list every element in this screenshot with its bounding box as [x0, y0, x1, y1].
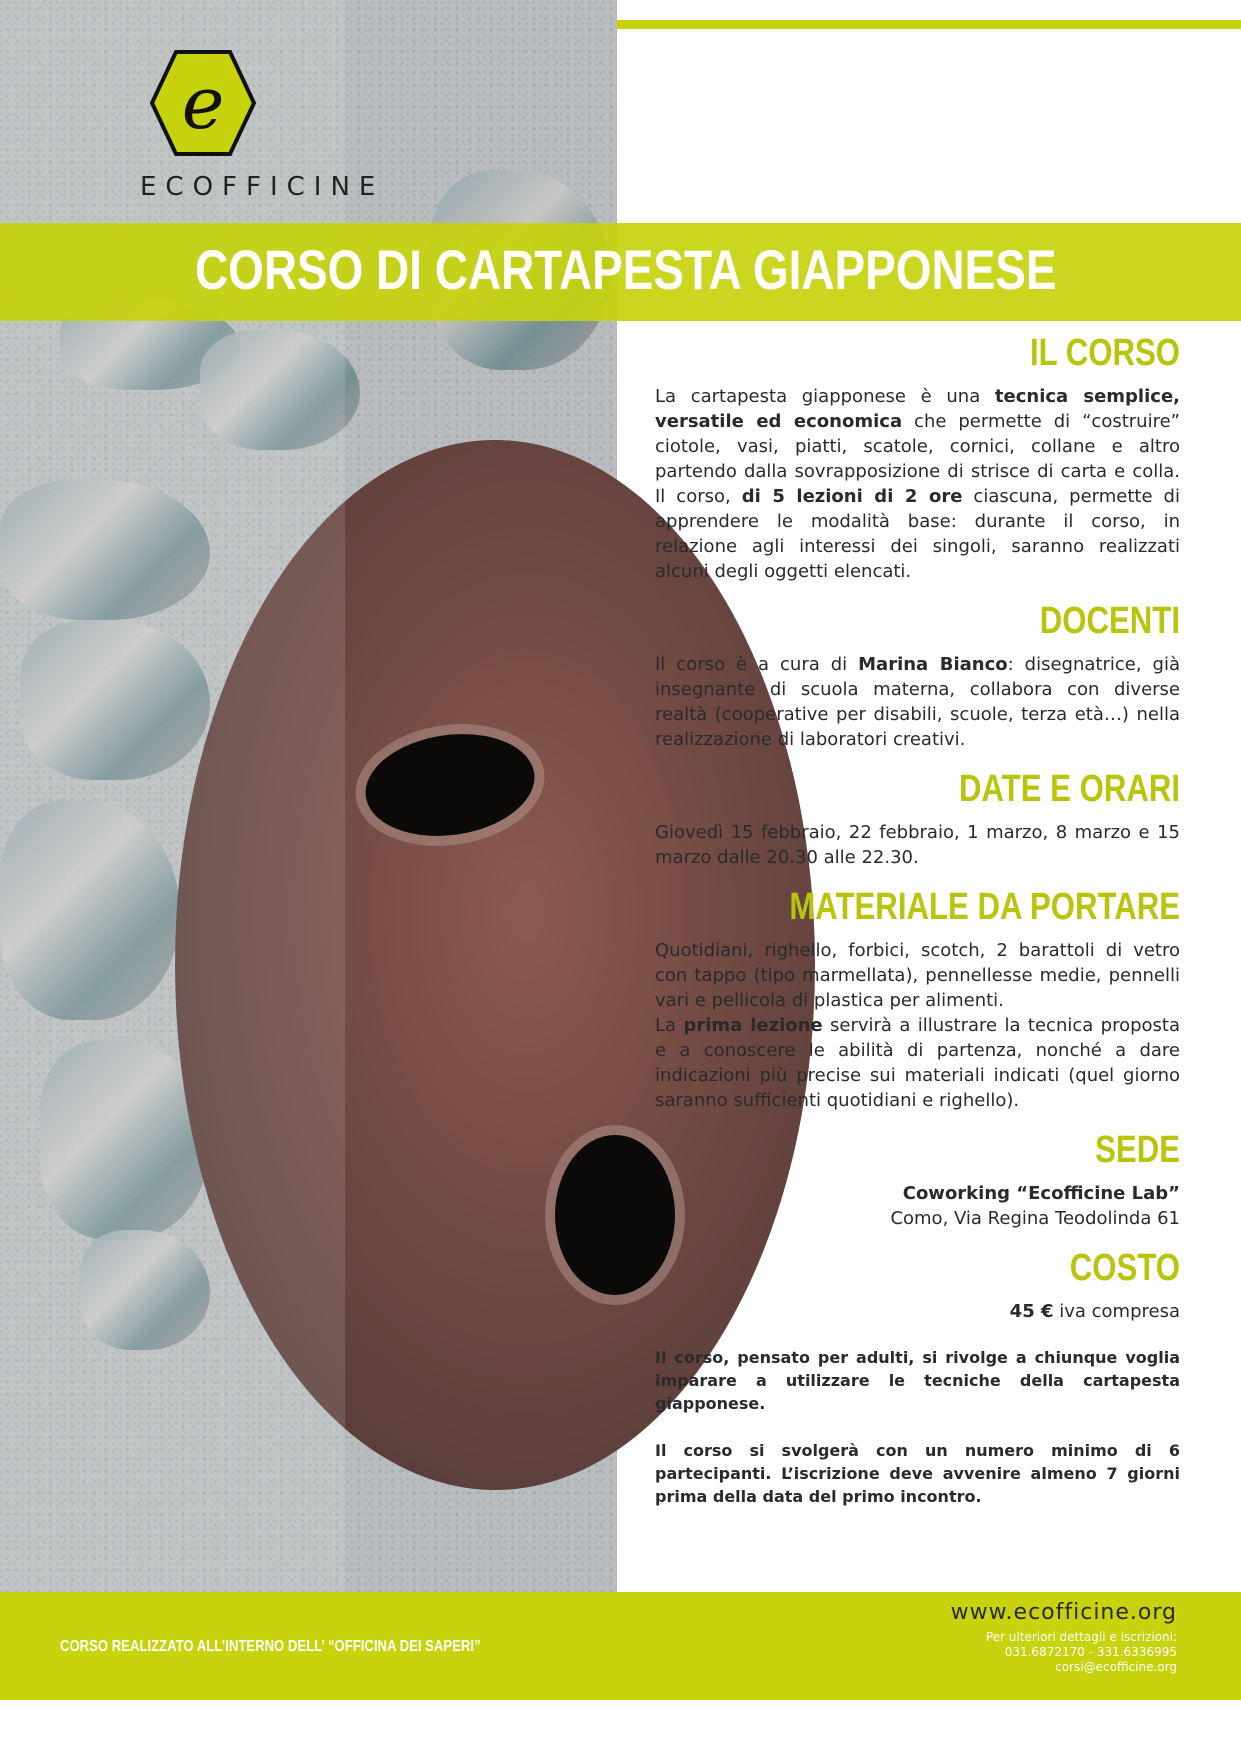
hexagon-logo-icon: [148, 48, 258, 158]
main-content: [655, 330, 1180, 1508]
footer-email: corsi@ecofficine.org: [1055, 1660, 1177, 1674]
svg-text:e: e: [181, 61, 225, 145]
top-accent-line: [617, 20, 1241, 29]
section-sede-text: Coworking “Ecofficine Lab” Como, Via Regina Teodolinda 61: [890, 1183, 1180, 1229]
ecofficine-logo: [140, 48, 385, 208]
section-docenti-heading: DOCENTI: [1039, 600, 1180, 642]
section-materiale-text: Quotidiani, righello, forbici, scotch, 2 barattoli di vetro con tappo (tipo marmellata), pennellesse medie, pennelli vari e pellicola di plastica per alimenti.: [655, 940, 1180, 1011]
footer-officina-note: CORSO REALIZZATO ALL’INTERNO DELL’ “OFFICINA DEI SAPERI”: [60, 1638, 481, 1655]
footer-website-link[interactable]: www.ecofficine.org: [950, 1600, 1177, 1625]
section-sede-heading: SEDE: [1095, 1129, 1180, 1171]
footer: [0, 1592, 1241, 1700]
note-target-audience: Il corso, pensato per adulti, si rivolge a chiunque voglia imparare a utilizzare le tecniche della cartapesta giapponese.: [655, 1348, 1180, 1413]
title-band: [0, 223, 1241, 321]
footer-phones: 031.6872170 - 331.6336995: [1004, 1645, 1177, 1659]
section-corso-heading: IL CORSO: [1029, 332, 1180, 374]
footer-contact-info: Per ulteriori dettagli e iscrizioni: 031.6872170 - 331.6336995 corsi@ecofficine.org: [985, 1630, 1177, 1674]
section-costo-text: 45 € iva compresa: [1009, 1301, 1180, 1322]
section-date-heading: DATE E ORARI: [958, 768, 1180, 810]
section-materiale-heading: MATERIALE DA PORTARE: [789, 886, 1180, 928]
section-materiale-lesson: La prima lezione servirà a illustrare la tecnica proposta e a conoscere le abilità di partenza, nonché a dare indicazioni più precise sui materiali indicati (quel giorno saranno sufficienti quotidiani e righello).: [655, 1015, 1181, 1111]
section-date-text: Giovedì 15 febbraio, 22 febbraio, 1 marzo, 8 marzo e 15 marzo dalle 20.30 alle 22.30.: [655, 822, 1180, 868]
section-docenti-text: Il corso è a cura di Marina Bianco: disegnatrice, già insegnante di scuola materna, collabora con diverse realtà (cooperative per disabili, scuole, terza età…) nella realizzazione di laboratori creativi.: [655, 654, 1180, 750]
logo-wordmark: ECOFFICINE: [140, 172, 385, 202]
page-title: CORSO DI CARTAPESTA GIAPPONESE: [195, 238, 1057, 301]
section-costo-heading: COSTO: [1069, 1247, 1180, 1289]
note-min-participants: Il corso si svolgerà con un numero minimo di 6 partecipanti. L’iscrizione deve avvenire almeno 7 giorni prima della data del primo incontro.: [655, 1441, 1180, 1506]
section-corso-text: La cartapesta giapponese è una tecnica semplice, versatile ed economica che permette di “costruire” ciotole, vasi, piatti, scatole, cornici, collane e altro partendo dalla sovrapposizione di strisce di carta e colla. Il corso, di 5 lezioni di 2 ore ciascuna, permette di apprendere le modalità base: durante il corso, in relazione agli interessi dei singoli, saranno realizzati alcuni degli oggetti elencati.: [655, 386, 1180, 582]
